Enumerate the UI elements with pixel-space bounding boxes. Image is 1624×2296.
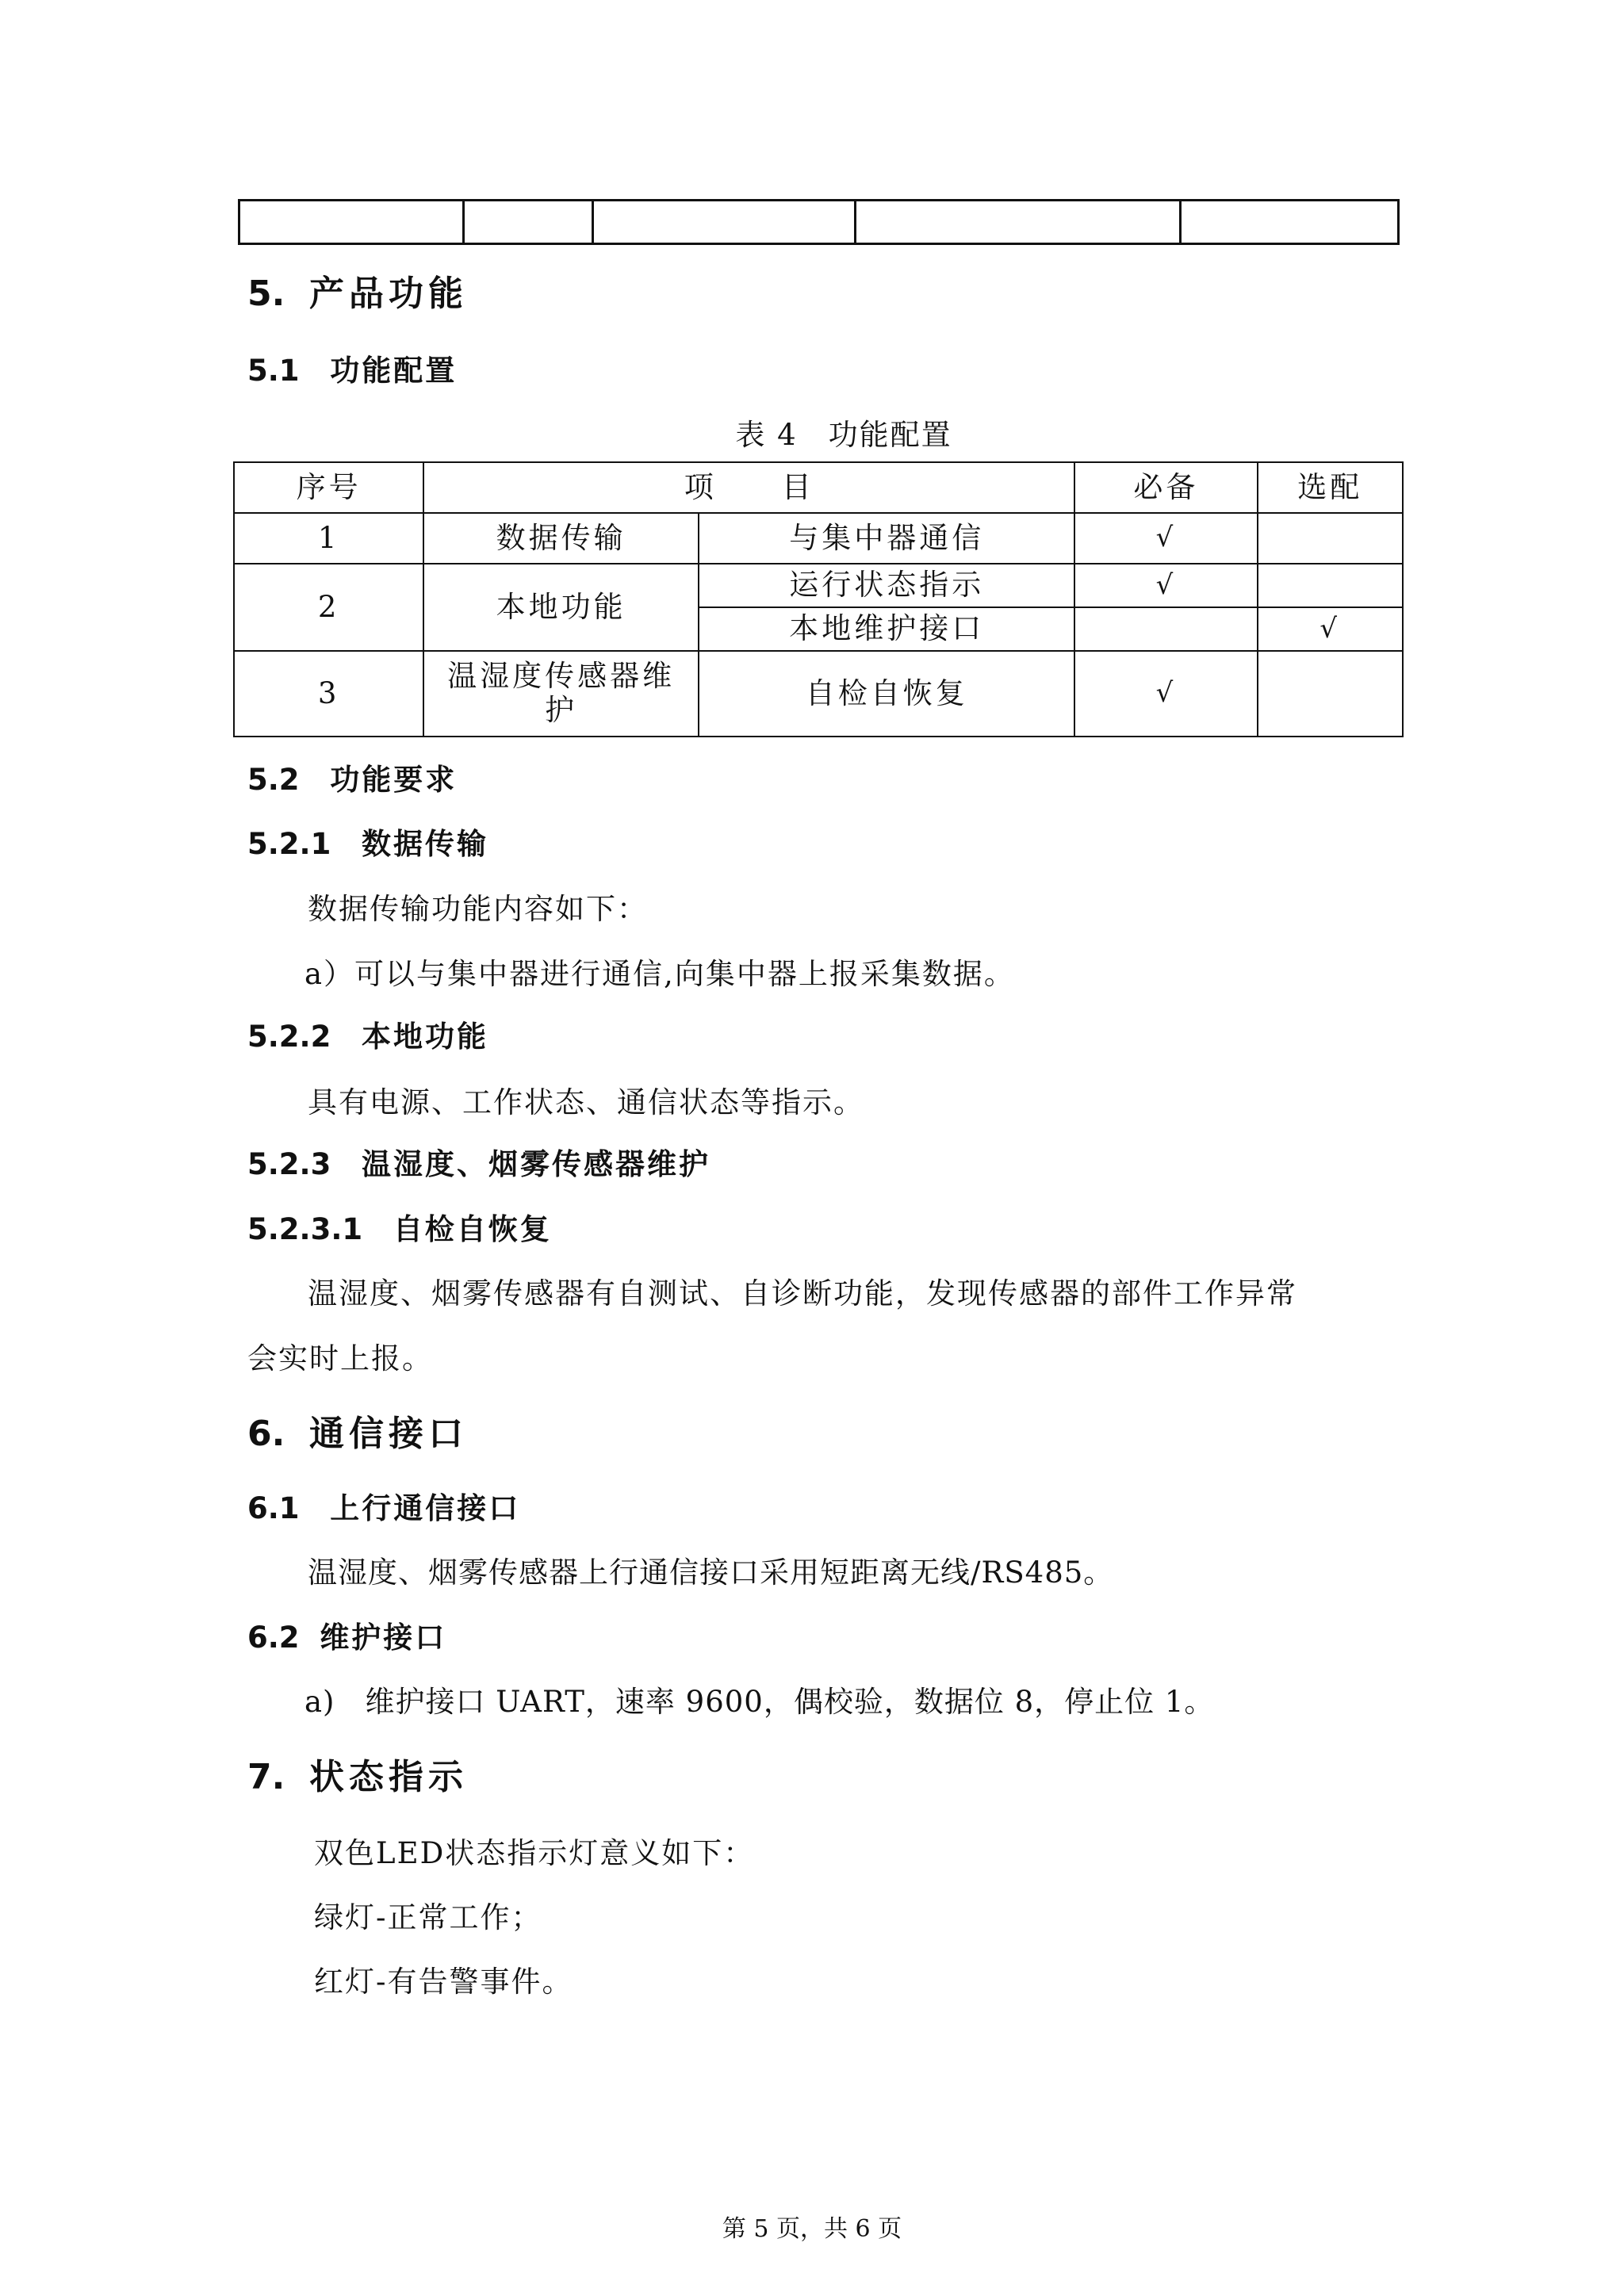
table-row [234,564,1403,607]
section-number: 6.2 [247,1621,300,1655]
section-title: 状态指示 [308,1757,468,1797]
section-number: 6. [247,1414,285,1454]
section-number: 5.2.2 [247,1020,331,1054]
paragraph: 温湿度、烟雾传感器有自测试、自诊断功能，发现传感器的部件工作异常 [308,1276,1297,1311]
table-row [234,651,1403,737]
list-item: a) 维护接口 UART，速率 9600，偶校验，数据位 8，停止位 1。 [304,1685,1215,1719]
table-row [239,201,1399,244]
section-5-2-3-heading [247,1140,710,1183]
cell-item: 本地维护接口 [699,607,1074,651]
paragraph: 绿灯-正常工作； [314,1900,542,1934]
cell-item: 运行状态指示 [699,564,1074,607]
cell-required: √ [1074,564,1257,607]
paragraph: 红灯-有告警事件。 [314,1965,573,1999]
cell-group: 本地功能 [423,564,699,651]
section-number: 7. [247,1757,285,1797]
section-number: 5.1 [247,354,300,388]
section-5-2-2-heading [247,1012,488,1055]
cell-optional: √ [1258,607,1403,651]
section-title: 产品功能 [308,274,468,314]
section-5-heading [247,265,468,316]
table-cell [856,201,1181,244]
cell-no: 1 [234,513,423,564]
section-5-2-heading [247,756,457,798]
table-cell [464,201,593,244]
list-item: a）可以与集中器进行通信,向集中器上报采集数据。 [304,957,1015,991]
paragraph: 双色LED状态指示灯意义如下： [314,1836,755,1870]
section-5-1-heading [247,346,457,389]
cell-item: 自检自恢复 [699,651,1074,737]
section-title: 上行通信接口 [330,1491,521,1525]
cell-group: 温湿度传感器维护 [423,651,699,737]
section-title: 维护接口 [320,1621,447,1655]
section-number: 5.2.1 [247,827,331,861]
previous-table-fragment [238,199,1400,245]
cell-optional [1258,651,1403,737]
section-6-heading [247,1405,468,1456]
section-6-2-heading [247,1613,446,1656]
cell-optional [1258,564,1403,607]
cell-group: 数据传输 [423,513,699,564]
paragraph: 具有电源、工作状态、通信状态等指示。 [308,1085,864,1119]
cell-required: √ [1074,513,1257,564]
section-title: 通信接口 [308,1414,468,1454]
cell-item: 与集中器通信 [699,513,1074,564]
section-title: 数据传输 [362,827,489,861]
section-7-heading [247,1748,468,1799]
table-header-row [234,462,1403,513]
table-cell [1181,201,1399,244]
function-config-table [233,461,1404,737]
table-cell [239,201,464,244]
section-title: 本地功能 [362,1020,489,1054]
section-6-1-heading [247,1484,520,1527]
paragraph: 数据传输功能内容如下： [308,892,648,926]
paragraph: 温湿度、烟雾传感器上行通信接口采用短距离无线/RS485。 [308,1556,1114,1590]
table-caption: 表 4 功能配置 [735,418,952,452]
header-no: 序号 [234,462,423,513]
section-number: 6.1 [247,1491,300,1525]
cell-required [1074,607,1257,651]
section-number: 5.2.3.1 [247,1212,363,1246]
section-title: 功能要求 [330,763,458,797]
cell-required: √ [1074,651,1257,737]
page-footer: 第 5 页，共 6 页 [722,2215,902,2243]
section-title: 功能配置 [330,354,458,388]
section-5-2-1-heading [247,820,488,863]
header-required: 必备 [1074,462,1257,513]
section-title: 温湿度、烟雾传感器维护 [362,1147,711,1181]
header-item: 项 目 [423,462,1074,513]
table-cell [593,201,856,244]
section-5-2-3-1-heading [247,1205,552,1248]
section-number: 5.2 [247,763,300,797]
section-number: 5. [247,274,285,314]
section-title: 自检自恢复 [393,1212,552,1246]
header-optional: 选配 [1258,462,1403,513]
paragraph: 会实时上报。 [247,1341,433,1376]
section-number: 5.2.3 [247,1147,331,1181]
cell-no: 2 [234,564,423,651]
cell-optional [1258,513,1403,564]
table-row [234,513,1403,564]
cell-no: 3 [234,651,423,737]
